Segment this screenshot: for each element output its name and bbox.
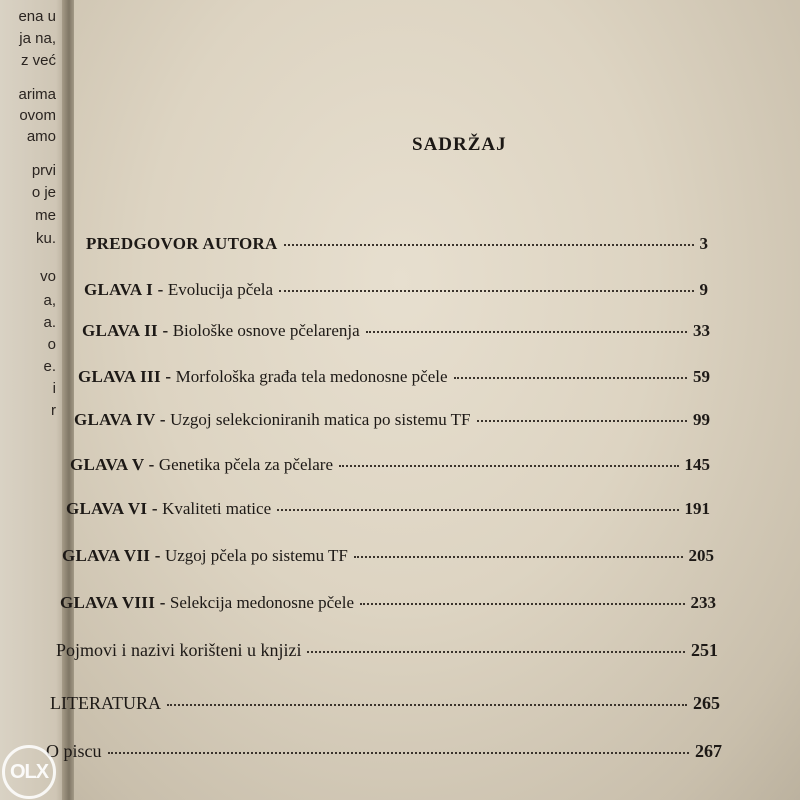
toc-entry-page: 267 [695,741,722,761]
toc-entry-label: Evolucija pčela [167,280,274,299]
toc-entry-chapter: GLAVA VII - [62,546,161,565]
toc-entry-chapter: GLAVA VIII - [60,593,166,612]
left-page-text: a. [43,314,56,331]
left-page-text: amo [26,128,56,145]
left-page-text: me [35,207,56,224]
dot-leader [339,464,679,467]
toc-entry-chapter: GLAVA VI - [66,499,158,518]
toc-entry [84,280,708,300]
toc-entry-label: Morfološka građa tela medonosne pčele [175,367,448,386]
toc-entry-page: 265 [693,693,720,713]
toc-entry-label: Uzgoj selekcioniranih matica po sistemu TF [170,410,471,429]
toc-entry-page: 59 [693,367,710,386]
left-page-text: e. [43,358,56,375]
dot-leader [284,243,694,246]
dot-leader [366,330,687,333]
left-page-text: o je [31,184,56,201]
toc-entry [62,546,714,566]
toc-entry-label: LITERATURA [50,693,161,713]
dot-leader [454,376,687,379]
toc-entry-page: 145 [684,455,710,474]
toc-entry [56,640,718,661]
left-page-text: r [51,402,56,419]
toc-entry-chapter: GLAVA IV - [74,410,166,429]
toc-entry-page: 9 [699,280,708,299]
olx-watermark-logo: OLX [2,745,56,799]
dot-leader [108,751,690,754]
toc-entry-chapter: GLAVA III - [78,367,172,386]
toc-entry-page: 33 [693,321,710,340]
toc-entry-label: Biološke osnove pčelarenja [172,321,360,340]
toc-entry-label: Genetika pčela za pčelare [158,455,333,474]
left-page-text: arima [18,86,56,103]
dot-leader [167,703,687,706]
dot-leader [279,289,693,292]
toc-entry [46,741,722,762]
left-page-text: ena u [18,8,56,25]
dot-leader [354,555,683,558]
toc-entry-page: 251 [691,640,718,660]
left-page-text: prvi [31,162,56,179]
toc-entry-label: O piscu [46,741,102,761]
toc-entry [70,455,710,475]
left-page-text: z već [20,52,56,69]
toc-entry-page: 205 [688,546,714,565]
toc-entry-page: 99 [693,410,710,429]
left-page-text: ovom [19,107,56,124]
left-page-text: i [52,380,56,397]
toc-entry [60,593,716,613]
left-page-text: vo [40,268,56,285]
toc-entry-page: 191 [684,499,710,518]
dot-leader [307,650,685,653]
toc-entry [86,234,708,254]
left-page-text: a, [43,292,56,309]
dot-leader [360,602,684,605]
toc-entry-page: 233 [690,593,716,612]
toc-entry-chapter: GLAVA II - [82,321,169,340]
dot-leader [477,419,687,422]
dot-leader [277,508,678,511]
left-page-text: o [47,336,56,353]
page-title: SADRŽAJ [412,134,507,155]
toc-entry [50,693,720,714]
toc-entry [82,321,710,341]
toc-entry-label: Uzgoj pčela po sistemu TF [164,546,348,565]
toc-entry-label: Pojmovi i nazivi korišteni u knjizi [56,640,302,660]
toc-entry-page: 3 [699,234,708,253]
toc-entry-chapter: GLAVA V - [70,455,155,474]
contents-page [46,0,800,800]
left-page-text: ku. [35,230,56,247]
left-page-text: ja na, [19,30,56,47]
left-page [0,0,70,800]
toc-entry-chapter: GLAVA I - [84,280,164,299]
toc-entry [66,499,710,519]
toc-entry-label: PREDGOVOR AUTORA [86,234,278,253]
toc-entry [74,410,710,430]
toc-entry-label: Kvaliteti matice [162,499,272,518]
toc-entry [78,367,710,387]
toc-entry-label: Selekcija medonosne pčele [169,593,355,612]
